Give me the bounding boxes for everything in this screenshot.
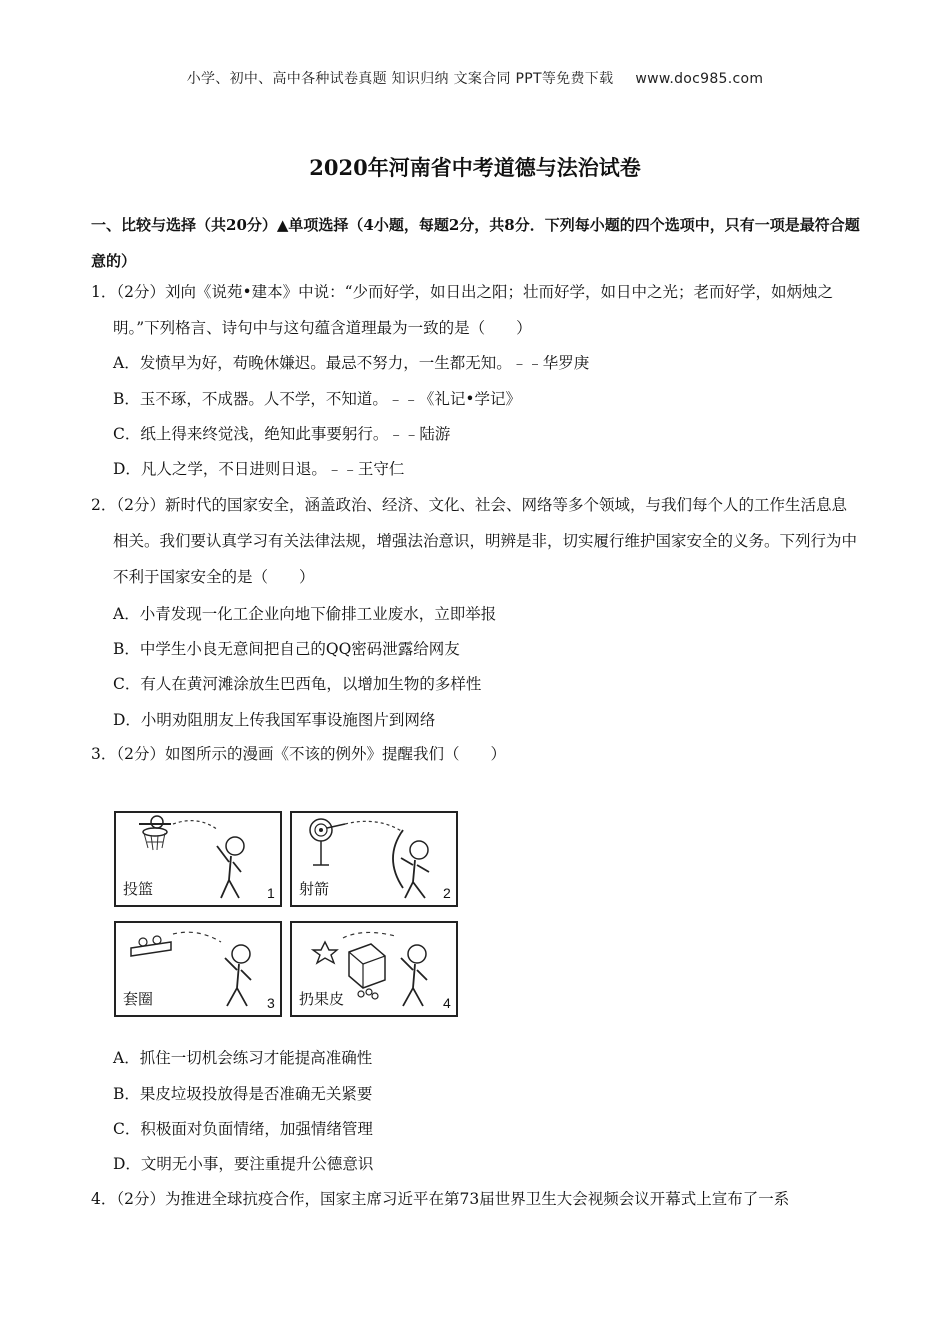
comic-panel-3 [115, 922, 281, 1016]
comic-panel-2-label: 射箭 [299, 881, 330, 898]
question-1-option-c[interactable]: C．纸上得来终觉浅，绝知此事要躬行。﹣﹣陆游 [113, 425, 451, 443]
question-2 [91, 487, 861, 595]
page-header [0, 68, 950, 88]
question-3-stem: 3．（2分）如图所示的漫画《不该的例外》提醒我们（ ） [91, 745, 506, 763]
comic-panel-4-label: 扔果皮 [299, 991, 345, 1008]
comic-panel-1 [115, 812, 281, 906]
comic-panel-3-num: 3 [267, 995, 275, 1011]
question-2-option-d[interactable]: D．小明劝阻朋友上传我国军事设施图片到网络 [113, 711, 436, 729]
section-heading: 一、比较与选择（共20分）▲单项选择（4小题，每题2分，共8分．下列每小题的四个选项中，只有一项是最符合题意的） [91, 216, 860, 270]
question-2-option-c[interactable]: C．有人在黄河滩涂放生巴西龟，以增加生物的多样性 [113, 675, 482, 693]
comic-panel-1-label: 投篮 [123, 881, 154, 898]
comic-panel-2-num: 2 [443, 885, 451, 901]
question-4-stem: 4．（2分）为推进全球抗疫合作，国家主席习近平在第73届世界卫生大会视频会议开幕式上宣布了一系 [91, 1190, 790, 1208]
question-3-option-a[interactable]: A．抓住一切机会练习才能提高准确性 [113, 1049, 373, 1067]
comic-panel-1-num: 1 [267, 885, 275, 901]
question-2-option-b[interactable]: B．中学生小良无意间把自己的QQ密码泄露给网友 [113, 640, 460, 658]
question-1-option-a[interactable]: A．发愤早为好，苟晚休嫌迟。最忌不努力，一生都无知。﹣﹣华罗庚 [113, 354, 590, 372]
question-1-option-d[interactable]: D．凡人之学，不日进则日退。﹣﹣王守仁 [113, 460, 405, 478]
header-text: 小学、初中、高中各种试卷真题 知识归纳 文案合同 PPT等免费下载 [186, 71, 614, 87]
question-1-stem: 1．（2分）刘向《说苑•建本》中说：“少而好学，如日出之阳；壮而好学，如日中之光；老而好学，如炳烛之明。”下列格言、诗句中与这句蕴含道理最为一致的是（ ） [91, 283, 834, 337]
question-3-option-c[interactable]: C．积极面对负面情绪，加强情绪管理 [113, 1120, 373, 1138]
question-3-option-d[interactable]: D．文明无小事，要注重提升公德意识 [113, 1155, 374, 1173]
comic-panel-3-label: 套圈 [123, 991, 154, 1008]
question-2-stem: 2．（2分）新时代的国家安全，涵盖政治、经济、文化、社会、网络等多个领域，与我们每个人的工作生活息息相关。我们要认真学习有关法律法规，增强法治意识，明辨是非，切实履行维护国家安全的义务。下列行为中不利于国家安全的是（ ） [91, 496, 858, 586]
comic-panel-4 [291, 922, 457, 1016]
comic-figure [113, 810, 463, 1024]
question-1-option-b[interactable]: B．玉不琢，不成器。人不学，不知道。﹣﹣《礼记•学记》 [113, 390, 522, 408]
question-3 [91, 736, 861, 772]
header-site[interactable]: www.doc985.com [635, 71, 764, 87]
page-title: 2020年河南省中考道德与法治试卷 [309, 155, 641, 180]
question-3-option-b[interactable]: B．果皮垃圾投放得是否准确无关紧要 [113, 1085, 373, 1103]
question-1 [91, 274, 861, 346]
comic-panel-4-num: 4 [443, 995, 451, 1011]
question-2-option-a[interactable]: A．小青发现一化工企业向地下偷排工业废水，立即举报 [113, 605, 497, 623]
comic-panel-2 [291, 812, 457, 906]
